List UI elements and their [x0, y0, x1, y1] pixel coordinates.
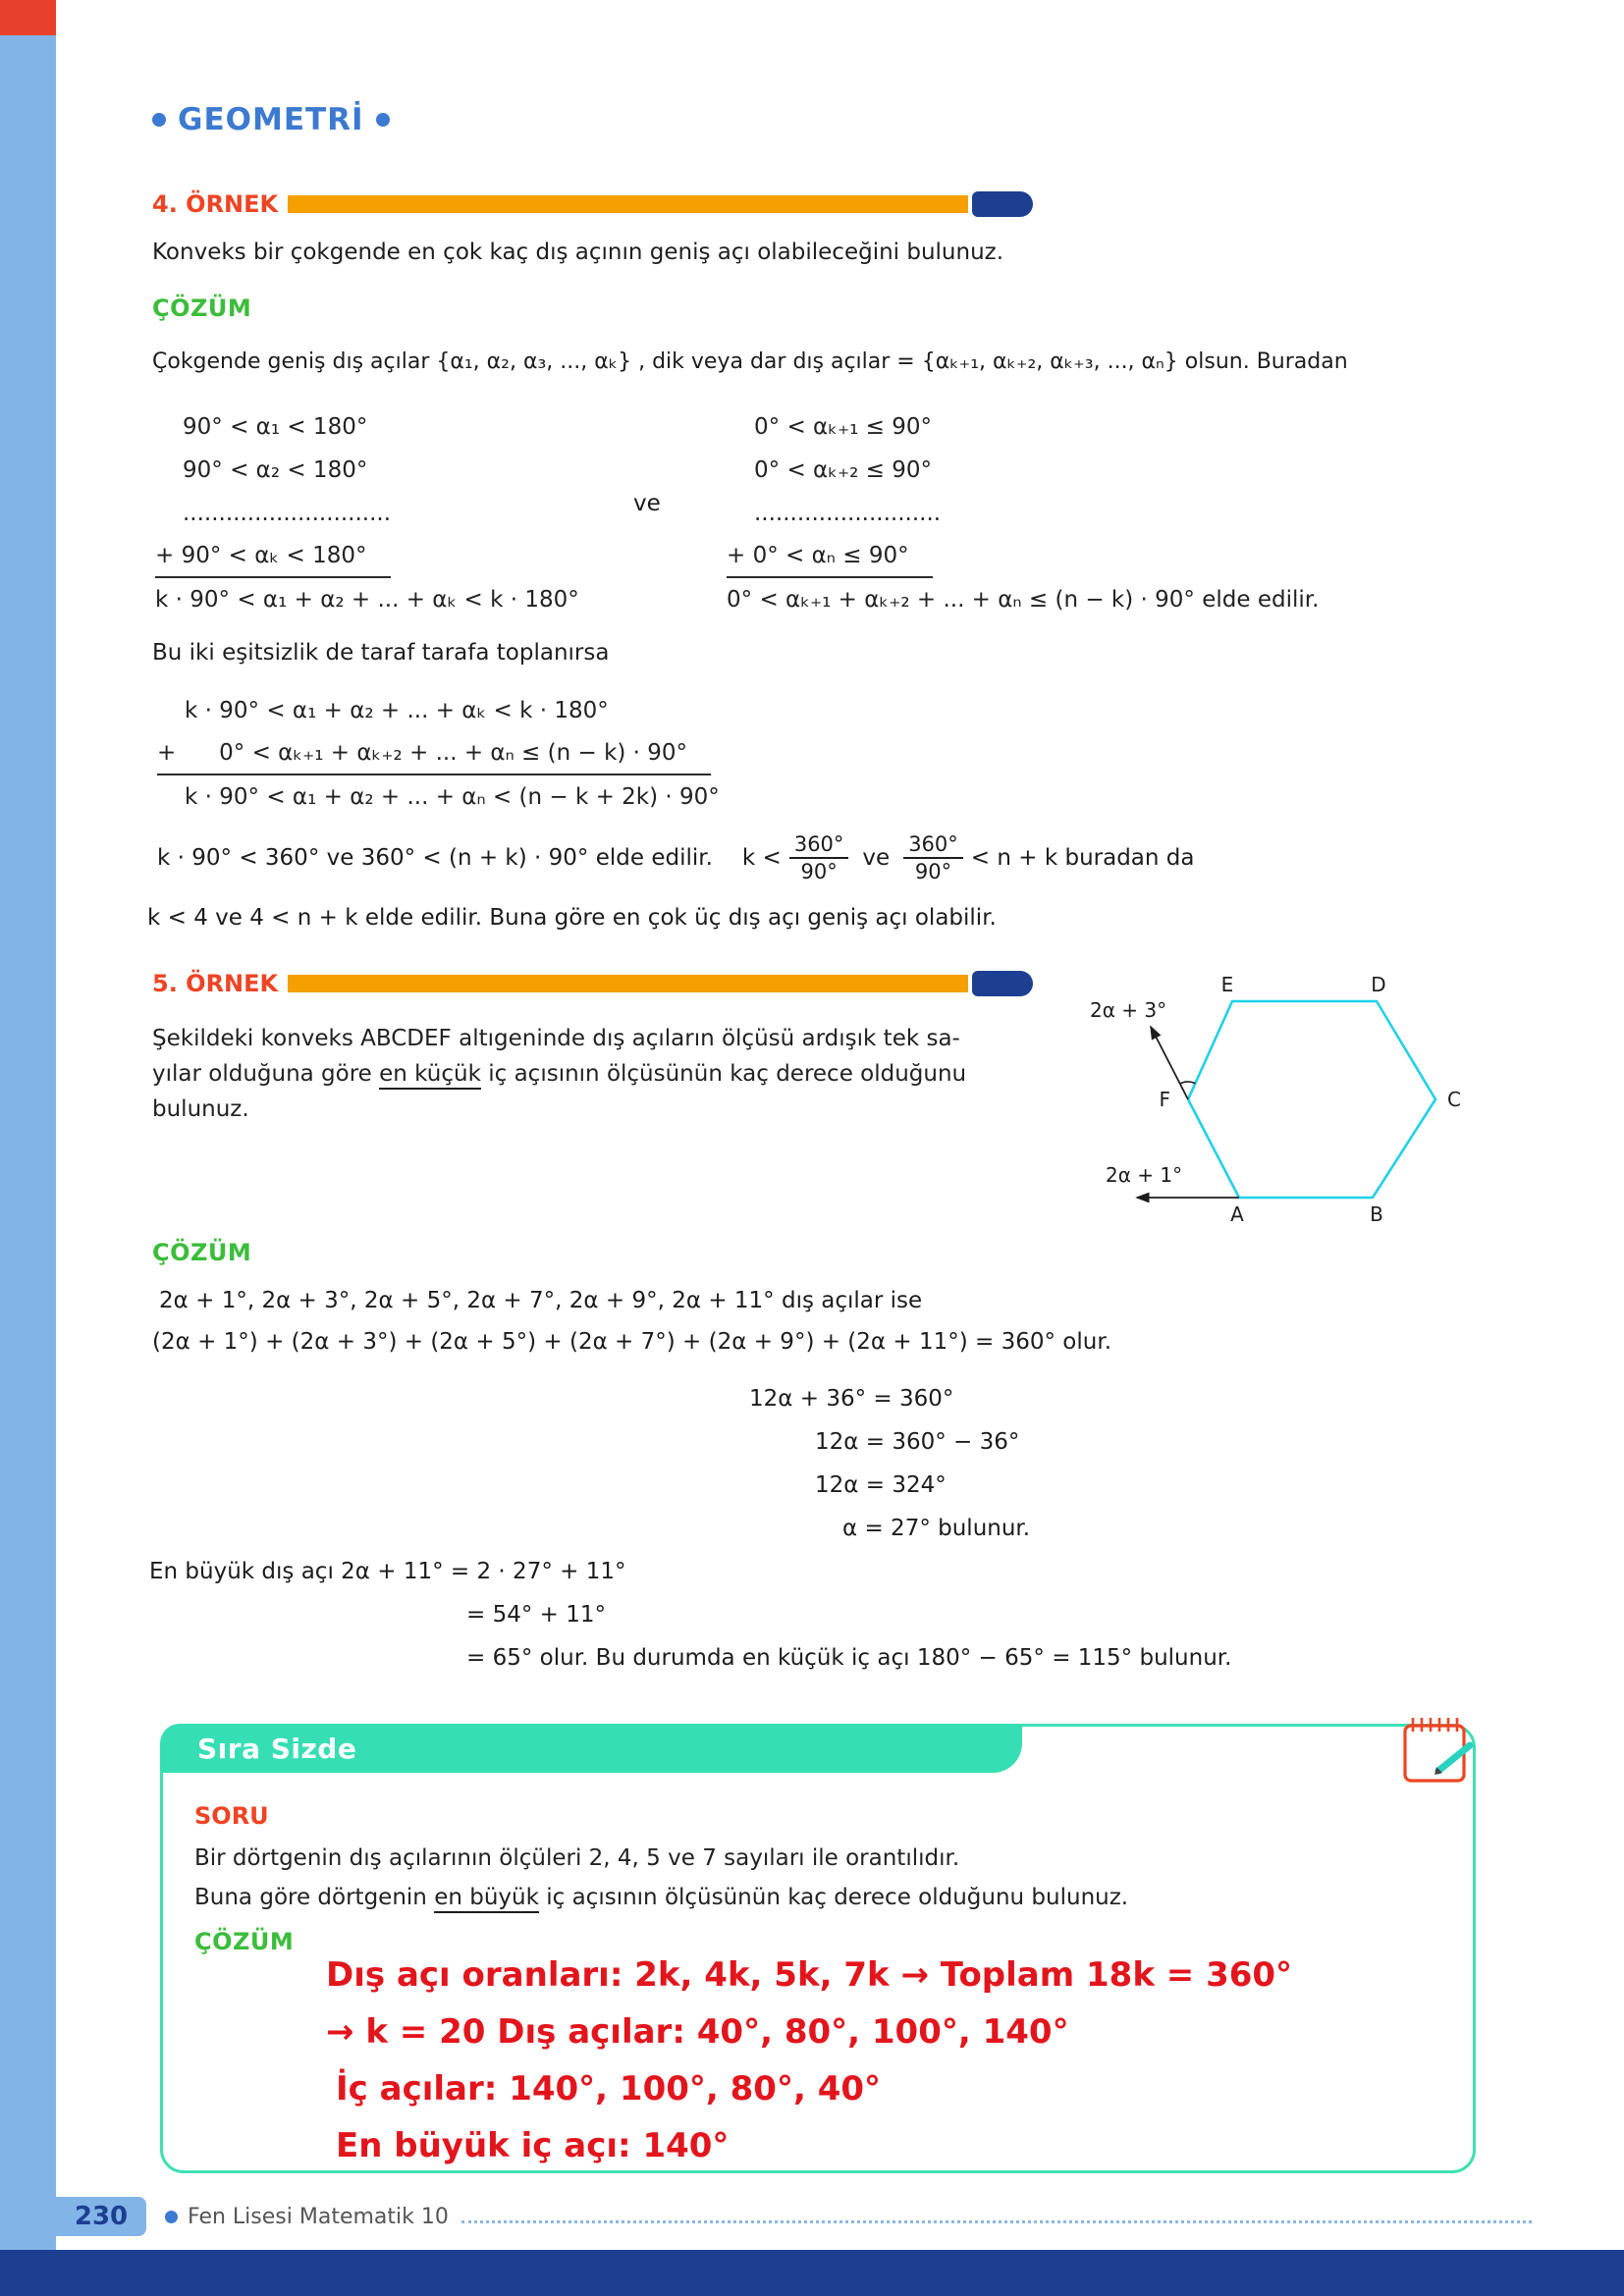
example4-sum-block	[157, 689, 720, 819]
handwritten-answer-line: → k = 20 Dış açılar: 40°, 80°, 100°, 140°	[326, 2012, 1069, 2052]
inequality-row: 90° < α₁ < 180°	[183, 414, 368, 440]
example5-header	[152, 970, 1033, 997]
bullet-icon	[376, 113, 390, 127]
fraction	[789, 832, 849, 883]
example4-final: k < 4 ve 4 < n + k elde edilir. Buna göre en çok üç dış açı geniş açı olabilir.	[147, 905, 997, 931]
bullet-icon	[165, 2211, 178, 2223]
example5-step: 12α = 324°	[815, 1472, 947, 1498]
example5-step: α = 27° bulunur.	[842, 1516, 1031, 1541]
underlined-phrase: en küçük	[379, 1061, 481, 1090]
example5-step: (2α + 1°) + (2α + 3°) + (2α + 5°) + (2α + 7°) + (2α + 9°) + (2α + 11°) = 360° olur.	[152, 1329, 1112, 1355]
soru-text: iç açısının ölçüsünün kaç derece olduğunu bulunuz.	[538, 1885, 1129, 1910]
conclusion-text: k · 90° < 360° ve 360° < (n + k) · 90° elde edilir.	[157, 845, 713, 871]
example-header-cap	[972, 971, 1033, 996]
question-text: iç açısının ölçüsünün kaç derece olduğunu	[480, 1061, 967, 1087]
conclusion-text: ve	[862, 845, 891, 871]
connector-ve: ve	[633, 491, 661, 516]
dots-row: .............................	[183, 501, 392, 526]
example4-right-inequalities	[727, 405, 1319, 621]
section-title: GEOMETRİ	[178, 102, 364, 137]
fraction-numerator: 360°	[789, 832, 849, 859]
soru-label: SORU	[194, 1802, 269, 1830]
inequality-sum-addend: + 90° < αₖ < 180°	[155, 535, 391, 578]
example4-note: Bu iki eşitsizlik de taraf tarafa toplanırsa	[152, 640, 610, 666]
question-line	[152, 1056, 966, 1092]
example5-question	[152, 1021, 966, 1127]
example4-conclusion	[157, 827, 1194, 889]
sum-block-row: + 0° < αₖ₊₁ + αₖ₊₂ + ... + αₙ ≤ (n − k) · 90°	[157, 732, 711, 775]
example4-label: 4. ÖRNEK	[152, 190, 279, 218]
vertex-label-d: D	[1371, 973, 1386, 996]
angle-label-top: 2α + 3°	[1090, 998, 1167, 1022]
inequality-row: 0° < αₖ₊₂ ≤ 90°	[754, 457, 933, 483]
example5-step: En büyük dış açı 2α + 11° = 2 · 27° + 11°	[149, 1559, 626, 1584]
bullet-icon	[152, 113, 166, 127]
inequality-sum-result: 0° < αₖ₊₁ + αₖ₊₂ + ... + αₙ ≤ (n − k) · 90° elde edilir.	[727, 587, 1320, 613]
example4-question: Konveks bir çokgende en çok kaç dış açının geniş açı olabileceğini bulunuz.	[152, 240, 1004, 265]
example4-left-inequalities	[155, 405, 579, 621]
underlined-phrase: en büyük	[434, 1885, 539, 1913]
angle-arc	[1180, 1082, 1196, 1084]
inequality-sum-addend: + 0° < αₙ ≤ 90°	[727, 535, 933, 578]
example-header-cap	[972, 191, 1033, 217]
sira-sizde-header	[160, 1724, 1022, 1773]
inequality-row: 0° < αₖ₊₁ ≤ 90°	[754, 414, 933, 440]
vertex-label-a: A	[1230, 1202, 1244, 1226]
sira-sizde-title: Sıra Sizde	[197, 1732, 357, 1765]
vertex-label-e: E	[1220, 973, 1234, 996]
footer-dotted-rule	[461, 2220, 1532, 2223]
conclusion-text: < n + k buradan da	[970, 845, 1195, 871]
example5-step: 12α + 36° = 360°	[749, 1386, 954, 1412]
page-number: 230	[74, 2202, 129, 2231]
sum-block-row: k · 90° < α₁ + α₂ + ... + αₙ < (n − k + 2k) · 90°	[185, 784, 720, 810]
fraction-numerator: 360°	[903, 832, 963, 859]
example5-step: = 65° olur. Bu durumda en küçük iç açı 180° − 65° = 115° bulunur.	[466, 1645, 1232, 1671]
soru-line	[194, 1885, 1128, 1910]
page-number-box	[56, 2197, 146, 2236]
left-margin-red-tab	[0, 0, 56, 35]
sira-sizde-solution-label: ÇÖZÜM	[194, 1928, 295, 1955]
fraction-denominator: 90°	[914, 860, 952, 883]
section-header	[152, 102, 390, 137]
fraction	[903, 832, 963, 883]
question-line: Şekildeki konveks ABCDEF altıgeninde dış açıların ölçüsü ardışık tek sa-	[152, 1026, 960, 1051]
example4-intro: Çokgende geniş dış açılar {α₁, α₂, α₃, ..., αₖ} , dik veya dar dış açılar = {αₖ₊₁, αₖ₊₂, αₖ₊₃, ..., αₙ} olsun. Buradan	[152, 349, 1348, 374]
dots-row: ..........................	[754, 501, 942, 526]
example5-solution-label: ÇÖZÜM	[152, 1239, 252, 1266]
question-text: yılar olduğuna göre	[152, 1061, 380, 1087]
example4-solution-label: ÇÖZÜM	[152, 294, 252, 322]
handwritten-answer-line: İç açılar: 140°, 100°, 80°, 40°	[336, 2069, 882, 2109]
vertex-label-f: F	[1159, 1088, 1170, 1111]
hexagon-shape	[1188, 1001, 1435, 1198]
bottom-navy-bar	[0, 2250, 1624, 2296]
handwritten-answer-line: Dış açı oranları: 2k, 4k, 5k, 7k → Toplam 18k = 360°	[326, 1955, 1293, 1995]
example-header-bar	[288, 195, 968, 213]
hexagon-diagram	[1090, 960, 1483, 1240]
sum-block-row: k · 90° < α₁ + α₂ + ... + αₖ < k · 180°	[185, 698, 609, 723]
vertex-label-b: B	[1370, 1202, 1383, 1226]
example4-header	[152, 190, 1033, 218]
question-line: bulunuz.	[152, 1096, 249, 1122]
notepad-pencil-icon	[1389, 1710, 1488, 1792]
soru-line: Bir dörtgenin dış açılarının ölçüleri 2, 4, 5 ve 7 sayıları ile orantılıdır.	[194, 1845, 960, 1871]
example5-step: = 54° + 11°	[466, 1602, 607, 1628]
example5-label: 5. ÖRNEK	[152, 970, 279, 997]
left-margin-strip	[0, 0, 56, 2296]
handwritten-answer-line: En büyük iç açı: 140°	[336, 2126, 730, 2165]
example5-step: 2α + 1°, 2α + 3°, 2α + 5°, 2α + 7°, 2α + 9°, 2α + 11° dış açılar ise	[159, 1288, 923, 1313]
footer-book-row	[165, 2205, 449, 2229]
angle-label-bottom: 2α + 1°	[1106, 1163, 1183, 1187]
fraction-denominator: 90°	[800, 860, 838, 883]
example5-step: 12α = 360° − 36°	[815, 1429, 1020, 1455]
conclusion-text: k <	[741, 845, 782, 871]
inequality-sum-result: k · 90° < α₁ + α₂ + ... + αₖ < k · 180°	[155, 587, 579, 613]
example-header-bar	[288, 975, 968, 992]
book-title: Fen Lisesi Matematik 10	[188, 2205, 449, 2229]
vertex-label-c: C	[1447, 1088, 1461, 1111]
inequality-row: 90° < α₂ < 180°	[183, 457, 368, 483]
soru-text: Buna göre dörtgenin	[194, 1885, 435, 1910]
